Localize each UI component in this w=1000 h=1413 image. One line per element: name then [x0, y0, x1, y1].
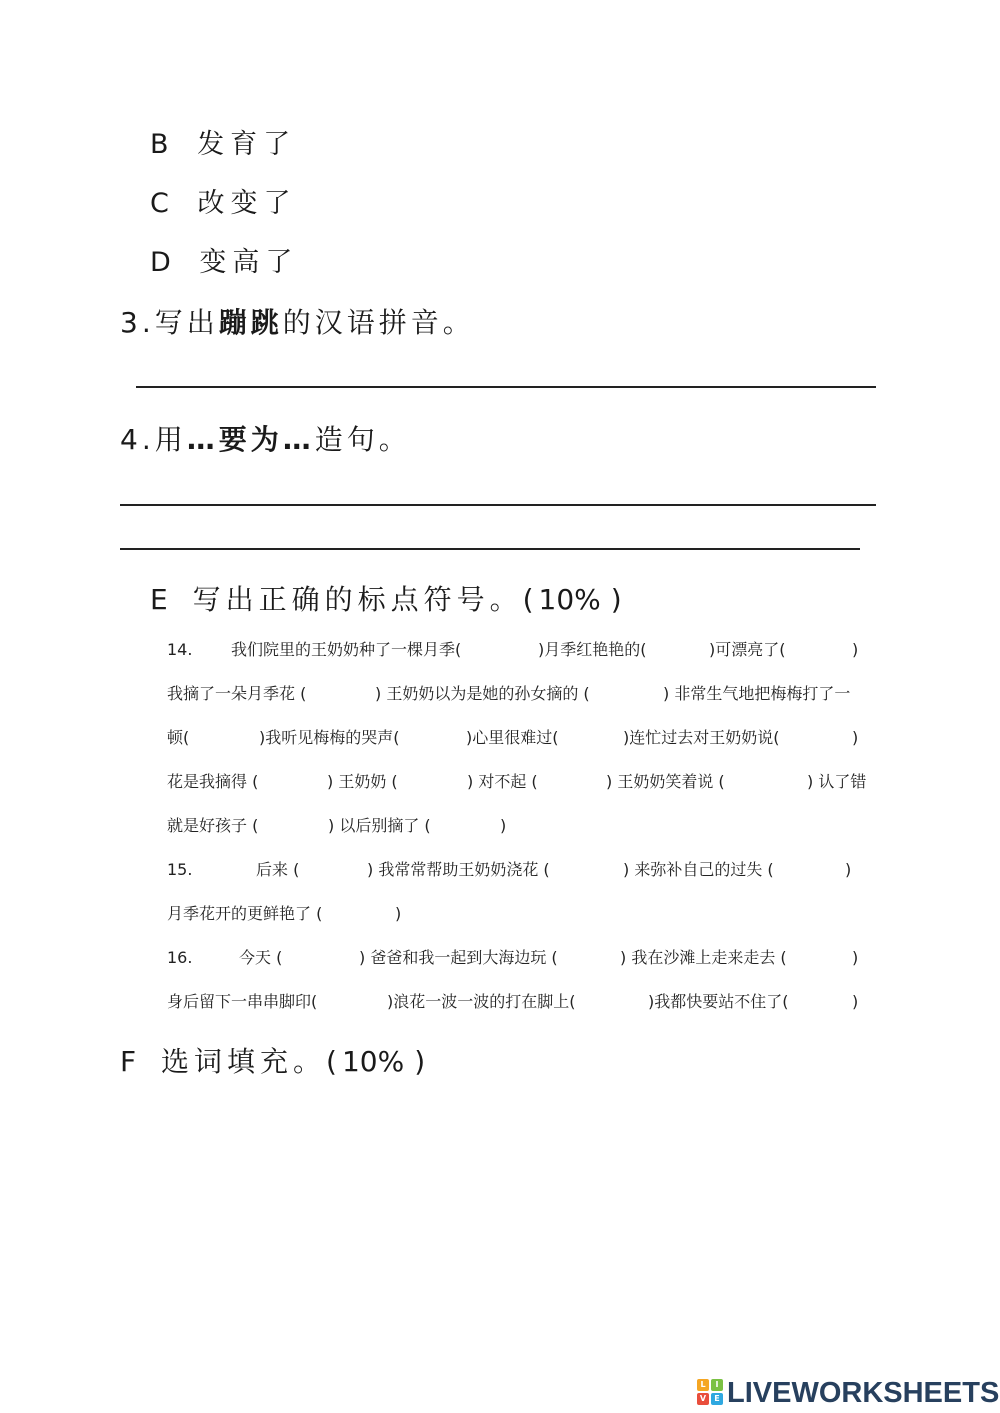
section-title: 写出正确的标点符号。(: [192, 583, 539, 616]
bold-keyword: …要为…: [186, 423, 315, 456]
question-4: 4.用…要为…造句。: [120, 423, 411, 456]
answer-line-q3[interactable]: [136, 386, 876, 388]
answer-line-q4-2[interactable]: [120, 548, 860, 550]
section-e-heading: E 写出正确的标点符号。(10% ): [150, 583, 627, 616]
option-b: [150, 122, 296, 161]
section-letter: F: [120, 1045, 142, 1078]
option-c: [150, 181, 296, 220]
question-number: 15.: [167, 860, 193, 879]
bold-keyword: 蹦跳: [218, 306, 283, 339]
option-text: 改变了: [197, 188, 297, 219]
question-number: 16.: [167, 948, 193, 967]
question-3: 3.写出蹦跳的汉语拼音。: [120, 306, 475, 339]
section-letter: E: [150, 583, 173, 616]
section-title: 选词填充。(: [161, 1045, 342, 1078]
logo-tiles-icon: L I V E: [697, 1379, 725, 1407]
option-letter: B: [150, 129, 175, 160]
option-letter: C: [150, 188, 175, 219]
option-text: 变高了: [199, 247, 299, 278]
option-d: [150, 240, 298, 279]
question-number: 14.: [167, 640, 193, 659]
question-number: 4.: [120, 423, 155, 456]
option-text: 发育了: [197, 129, 297, 160]
answer-line-q4-1[interactable]: [120, 504, 876, 506]
logo-text: LIVEWORKSHEETS: [727, 1377, 1000, 1409]
option-letter: D: [150, 247, 177, 278]
section-percent: 10%: [538, 583, 601, 616]
question-number: 3.: [120, 306, 155, 339]
section-percent: 10%: [341, 1045, 405, 1078]
section-f-heading: F 选词填充。(10% ): [120, 1045, 431, 1078]
